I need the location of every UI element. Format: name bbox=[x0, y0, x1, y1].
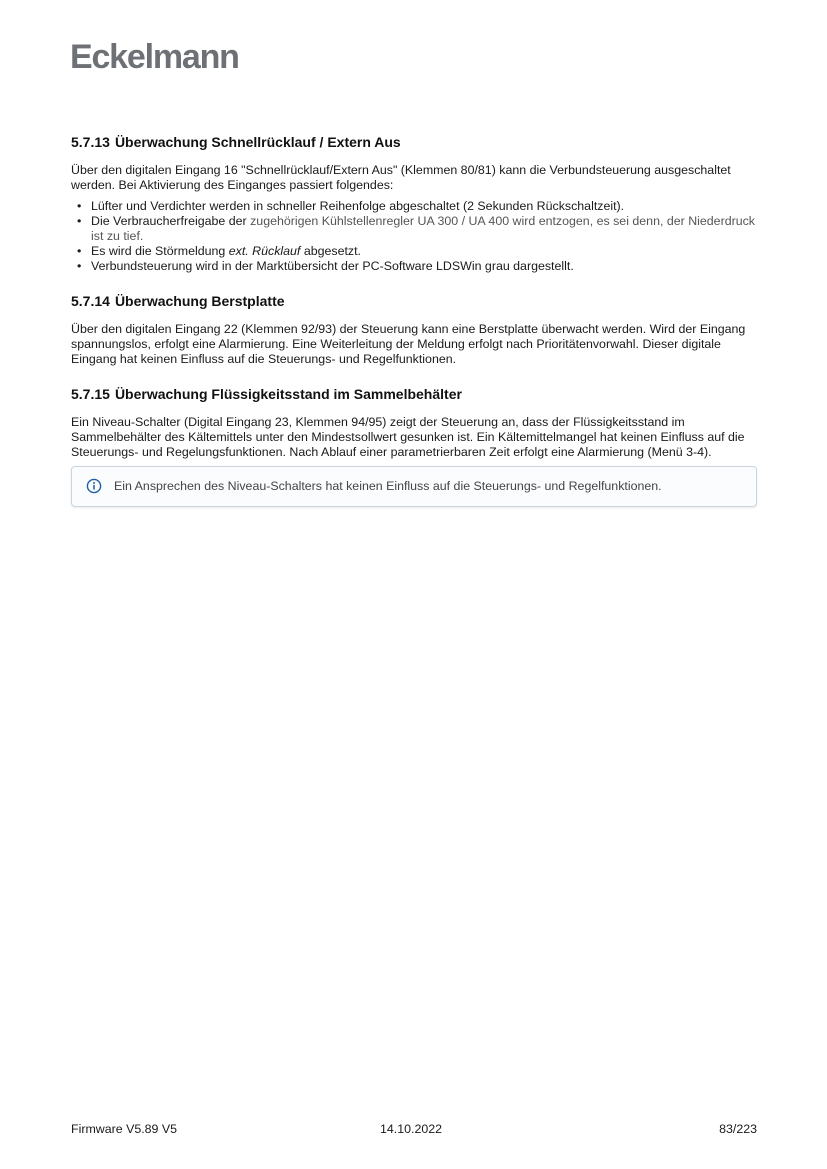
section-intro: Über den digitalen Eingang 16 "Schnellrücklauf/Extern Aus" (Klemmen 80/81) kann die Verbundsteuerung ausgeschaltet werden. Bei Aktivierung des Einganges passiert folgendes: bbox=[71, 163, 731, 192]
bullet-list bbox=[71, 199, 757, 274]
section-fluessigkeitsstand bbox=[71, 386, 757, 507]
info-icon bbox=[86, 478, 102, 494]
section-heading bbox=[71, 293, 757, 309]
list-item: • Die Verbraucherfreigabe der zugehörigen Kühlstellenregler UA 300 / UA 400 wird entzogen, es sei denn, der Niederdruck ist zu tief. bbox=[71, 214, 757, 244]
section-text: Ein Niveau-Schalter (Digital Eingang 23, Klemmen 94/95) zeigt der Steuerung an, dass der Flüssigkeitsstand im Sammelbehälter des Kältemittels unter den Mindestsollwert gesunken ist. Ein Kältemittelmangel hat keinen Einfluss auf die Steuerungs- und Regelungsfunktionen. Nach Ablauf einer parametrierbaren Zeit erfolgt eine Alarmierung (Menü 3-4). bbox=[71, 415, 745, 459]
section-text: Über den digitalen Eingang 22 (Klemmen 92/93) der Steuerung kann eine Berstplatte überwacht werden. Wird der Eingang spannungslos, erfolgt eine Alarmierung. Eine Weiterleitung der Meldung erfolgt nach Prioritätenvorwahl. Dieser digitale Eingang hat keinen Einfluss auf die Steuerungs- und Regelfunktionen. bbox=[71, 322, 746, 366]
section-heading bbox=[71, 134, 757, 150]
section-title: Überwachung Schnellrücklauf / Extern Aus bbox=[114, 134, 401, 150]
section-title: Überwachung Flüssigkeitsstand im Sammelbehälter bbox=[114, 386, 462, 402]
company-logo: Eckelmann bbox=[70, 38, 239, 76]
list-item: • Es wird die Störmeldung ext. Rücklauf abgesetzt. bbox=[71, 244, 757, 259]
section-berstplatte bbox=[71, 293, 757, 367]
section-heading bbox=[71, 386, 757, 402]
info-notice bbox=[71, 466, 757, 507]
section-title: Überwachung Berstplatte bbox=[114, 293, 285, 309]
footer-date: 14.10.2022 bbox=[380, 1122, 443, 1136]
footer-firmware: Firmware V5.89 V5 bbox=[71, 1122, 178, 1136]
section-number: 5.7.15 bbox=[71, 386, 110, 402]
list-item: • Verbundsteuerung wird in der Marktübersicht der PC-Software LDSWin grau dargestellt. bbox=[71, 259, 757, 274]
footer-page-number: 83/223 bbox=[719, 1122, 757, 1136]
section-schnellruecklauf bbox=[71, 134, 757, 274]
section-number: 5.7.13 bbox=[71, 134, 110, 150]
main-content bbox=[71, 134, 757, 526]
section-number: 5.7.14 bbox=[71, 293, 110, 309]
notice-text: Ein Ansprechen des Niveau-Schalters hat keinen Einfluss auf die Steuerungs- und Regelfunktionen. bbox=[114, 479, 662, 493]
list-item: • Lüfter und Verdichter werden in schneller Reihenfolge abgeschaltet (2 Sekunden Rückschaltzeit). bbox=[71, 199, 757, 214]
